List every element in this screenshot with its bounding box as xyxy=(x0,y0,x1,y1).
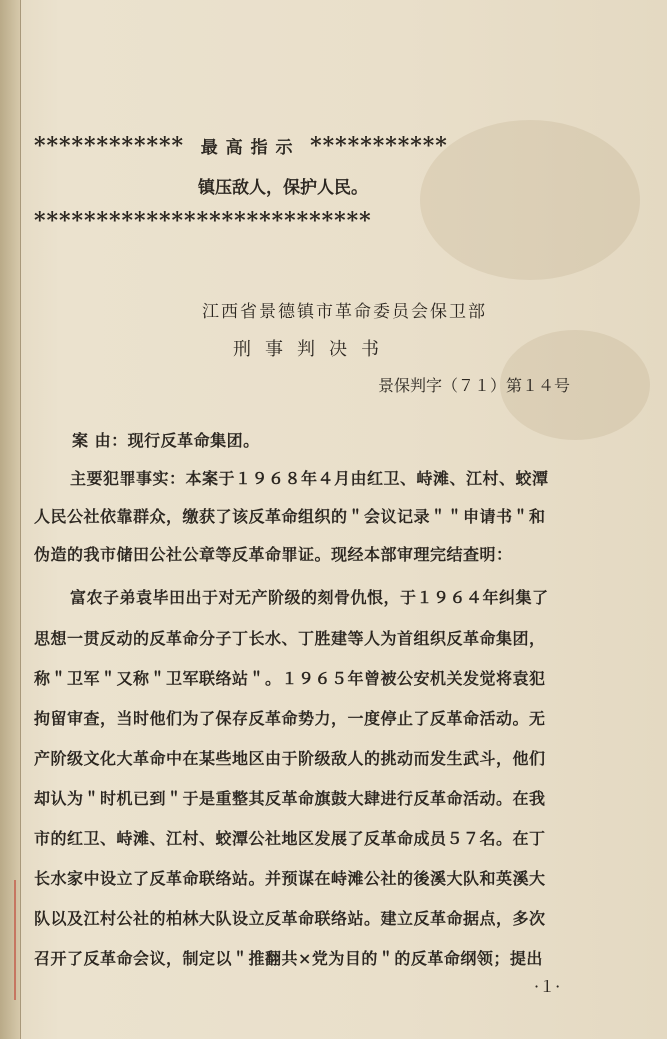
directive-quote: 镇压敌人，保护人民。 xyxy=(198,178,368,198)
paragraph-line: 主要犯罪事实：本案于１９６８年４月由红卫、峙滩、江村、蛟潭 xyxy=(70,469,549,488)
page-number: ·１· xyxy=(534,977,561,996)
paragraph-line: 产阶级文化大革命中在某些地区由于阶级敌人的挑动而发生武斗，他们 xyxy=(34,749,546,768)
stars-line: *************************** xyxy=(34,208,372,234)
paragraph-line: 队以及江村公社的柏林大队设立反革命联络站。建立反革命据点，多次 xyxy=(34,909,546,928)
paper-stain xyxy=(420,120,640,280)
paragraph-line: 人民公社依靠群众，缴获了该反革命组织的＂会议记录＂＂申请书＂和 xyxy=(34,507,546,526)
stars-left: ************ xyxy=(34,133,185,159)
paragraph-line: 却认为＂时机已到＂于是重整其反革命旗鼓大肆进行反革命活动。在我 xyxy=(34,789,546,808)
paragraph-line: 市的红卫、峙滩、江村、蛟潭公社地区发展了反革命成员５７名。在丁 xyxy=(34,829,546,848)
directive-title: 最 高 指 示 xyxy=(200,138,294,158)
paragraph-line: 称＂卫军＂又称＂卫军联络站＂。１９６５年曾被公安机关发觉将袁犯 xyxy=(34,669,546,688)
document-title: 刑事判决书 xyxy=(233,339,393,360)
document-number: 景保判字（７１）第１４号 xyxy=(378,376,571,395)
stars-right: *********** xyxy=(310,133,448,159)
paragraph-line: 伪造的我市储田公社公章等反革命罪证。现经本部审理完结查明： xyxy=(34,545,513,564)
red-ink-mark xyxy=(0,880,16,1000)
paragraph-line: 长水家中设立了反革命联络站。并预谋在峙滩公社的後溪大队和英溪大 xyxy=(34,869,546,888)
directive-header xyxy=(34,133,448,159)
paragraph-line: 召开了反革命会议，制定以＂推翻共×党为目的＂的反革命纲领；提出 xyxy=(34,949,543,968)
paragraph-line: 拘留审查，当时他们为了保存反革命势力，一度停止了反革命活动。无 xyxy=(34,709,546,728)
paragraph-line: 富农子弟袁毕田出于对无产阶级的刻骨仇恨，于１９６４年纠集了 xyxy=(70,588,549,607)
organization-name: 江西省景德镇市革命委员会保卫部 xyxy=(202,302,487,322)
case-line: 案 由：现行反革命集团。 xyxy=(72,431,260,450)
paragraph-line: 思想一贯反动的反革命分子丁长水、丁胜建等人为首组织反革命集团， xyxy=(34,629,546,648)
